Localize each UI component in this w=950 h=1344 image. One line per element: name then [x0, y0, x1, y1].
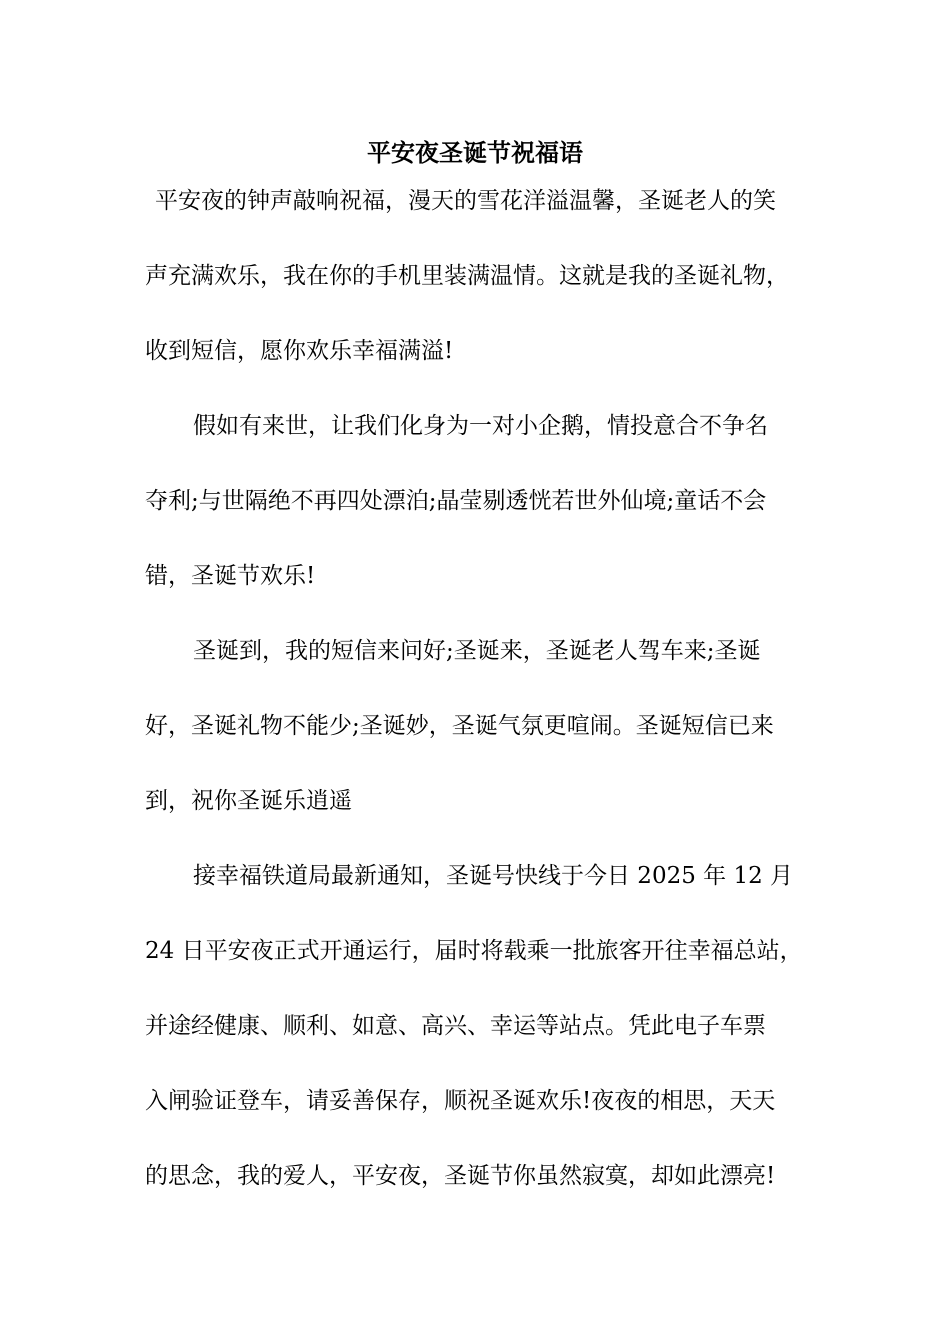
- text-line: 错，圣诞节欢乐!: [145, 563, 316, 589]
- text-line: 的思念，我的爱人，平安夜，圣诞节你虽然寂寞，却如此漂亮!: [145, 1163, 776, 1189]
- text-line: 24 日平安夜正式开通运行，届时将载乘一批旅客开往幸福总站，: [145, 938, 803, 964]
- text-line: 圣诞到，我的短信来问好;圣诞来，圣诞老人驾车来;圣诞: [193, 638, 761, 664]
- text-line: 平安夜的钟声敲响祝福，漫天的雪花洋溢温馨，圣诞老人的笑: [155, 188, 776, 214]
- text-line: 入闸验证登车，请妥善保存，顺祝圣诞欢乐!夜夜的相思，天天: [145, 1088, 776, 1114]
- text-line: 夺利;与世隔绝不再四处漂泊;晶莹剔透恍若世外仙境;童话不会: [145, 488, 767, 514]
- document-title: 平安夜圣诞节祝福语: [367, 138, 583, 167]
- text-line: 声充满欢乐，我在你的手机里装满温情。这就是我的圣诞礼物，: [145, 263, 789, 289]
- text-line: 接幸福铁道局最新通知，圣诞号快线于今日 2025 年 12 月: [193, 863, 794, 889]
- text-line: 好，圣诞礼物不能少;圣诞妙，圣诞气氛更喧闹。圣诞短信已来: [145, 713, 774, 739]
- text-line: 到，祝你圣诞乐逍遥: [145, 788, 352, 814]
- text-line: 收到短信，愿你欢乐幸福满溢!: [145, 338, 454, 364]
- text-line: 假如有来世，让我们化身为一对小企鹅，情投意合不争名: [193, 413, 768, 439]
- text-line: 并途经健康、顺利、如意、高兴、幸运等站点。凭此电子车票: [145, 1013, 766, 1039]
- document-body: [145, 184, 815, 1234]
